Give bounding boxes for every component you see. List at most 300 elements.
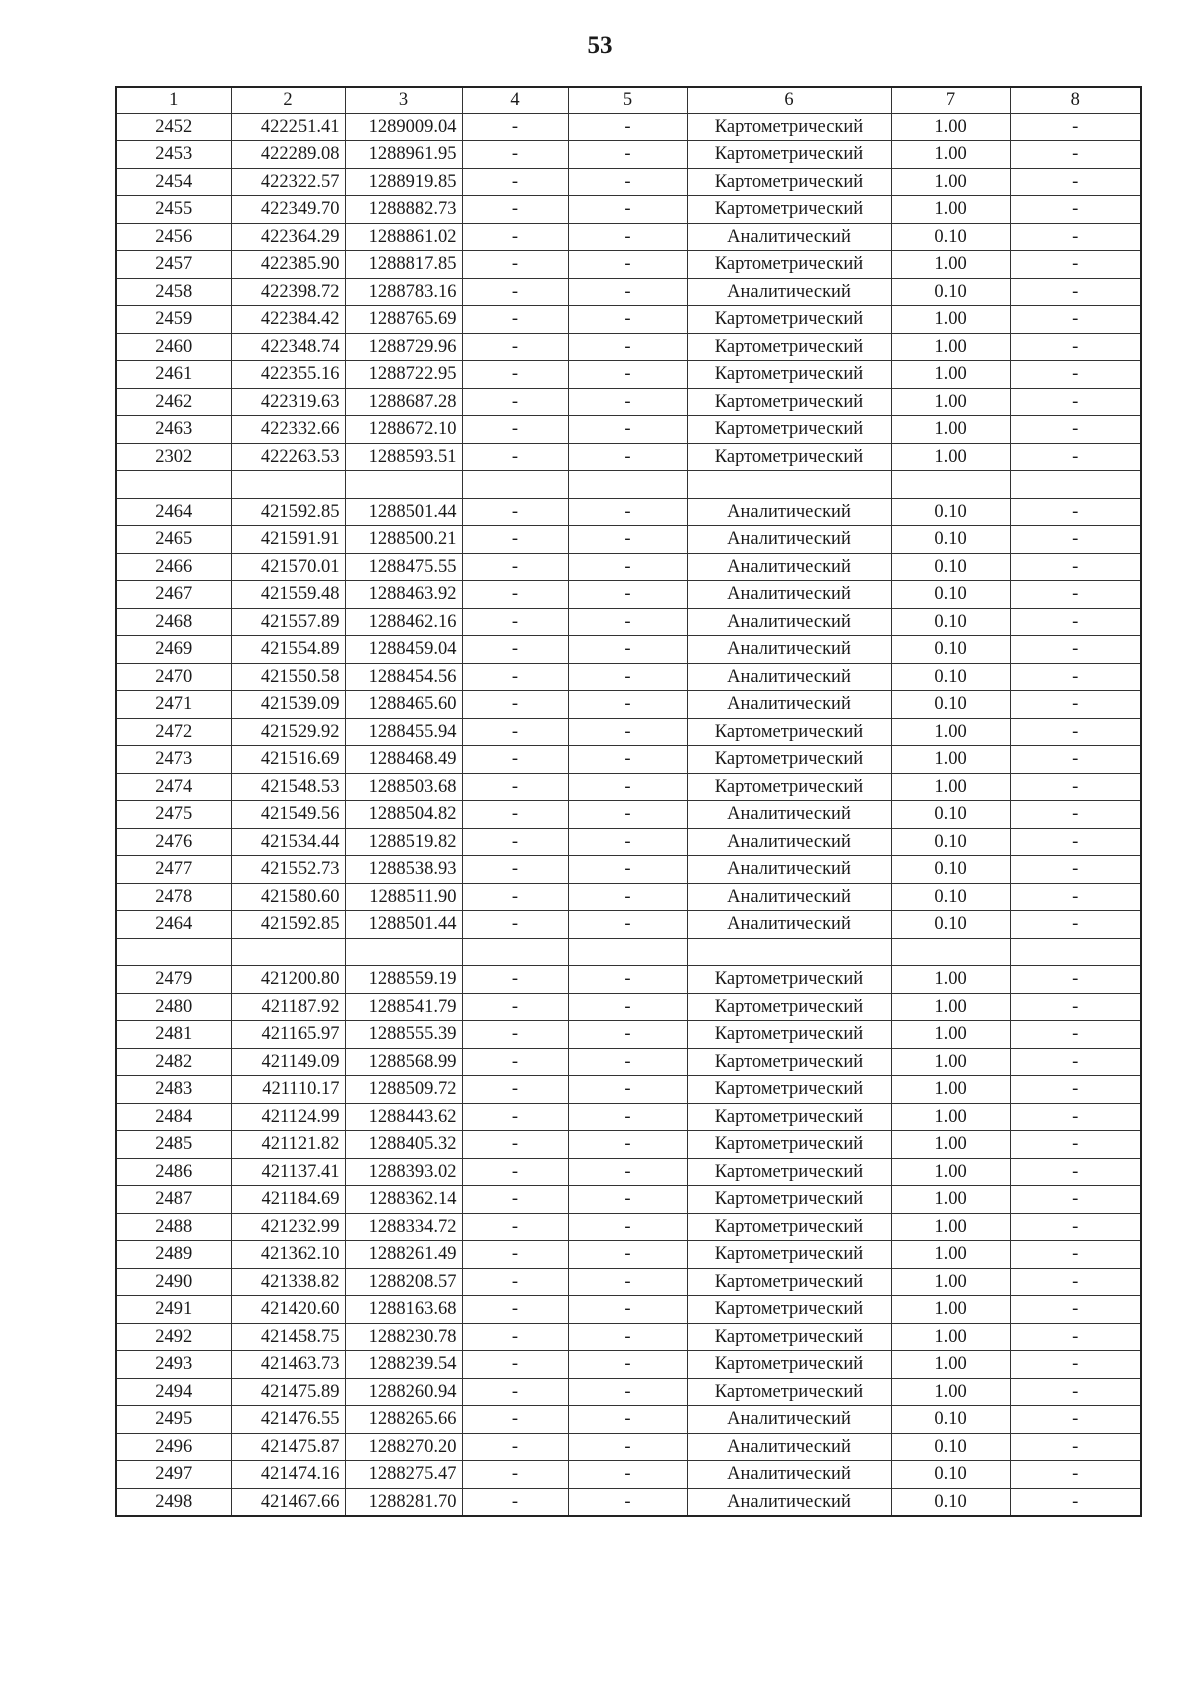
y-coordinate-cell: 1288503.68 <box>345 773 462 801</box>
col5-cell: - <box>568 1378 687 1406</box>
col4-cell: - <box>462 1323 568 1351</box>
method-cell: Картометрический <box>687 1351 891 1379</box>
table-row <box>116 883 1141 911</box>
accuracy-cell: 1.00 <box>891 1021 1010 1049</box>
col4-cell: - <box>462 113 568 141</box>
table-row <box>116 1323 1141 1351</box>
accuracy-cell: 0.10 <box>891 663 1010 691</box>
table-row <box>116 1488 1141 1516</box>
x-coordinate-cell: 421121.82 <box>231 1131 345 1159</box>
method-cell: Картометрический <box>687 1186 891 1214</box>
x-coordinate-cell: 421232.99 <box>231 1213 345 1241</box>
point-number-cell: 2496 <box>116 1433 231 1461</box>
y-coordinate-cell: 1288334.72 <box>345 1213 462 1241</box>
col5-cell: - <box>568 361 687 389</box>
y-coordinate-cell: 1288443.62 <box>345 1103 462 1131</box>
y-coordinate-cell: 1288593.51 <box>345 443 462 471</box>
table-row <box>116 526 1141 554</box>
method-cell: Картометрический <box>687 1268 891 1296</box>
header-cell: 3 <box>345 87 462 113</box>
point-number-cell: 2487 <box>116 1186 231 1214</box>
col4-cell: - <box>462 1406 568 1434</box>
method-cell: Аналитический <box>687 608 891 636</box>
col8-cell: - <box>1010 1461 1141 1489</box>
table-row <box>116 1268 1141 1296</box>
col4-cell <box>462 471 568 499</box>
col4-cell: - <box>462 608 568 636</box>
point-number-cell: 2490 <box>116 1268 231 1296</box>
col5-cell: - <box>568 306 687 334</box>
y-coordinate-cell: 1288555.39 <box>345 1021 462 1049</box>
method-cell: Картометрический <box>687 746 891 774</box>
x-coordinate-cell: 421549.56 <box>231 801 345 829</box>
method-cell: Аналитический <box>687 1461 891 1489</box>
col4-cell: - <box>462 746 568 774</box>
x-coordinate-cell: 421467.66 <box>231 1488 345 1516</box>
table-row <box>116 856 1141 884</box>
col4-cell: - <box>462 773 568 801</box>
header-cell: 6 <box>687 87 891 113</box>
accuracy-cell: 1.00 <box>891 746 1010 774</box>
col5-cell: - <box>568 966 687 994</box>
point-number-cell: 2494 <box>116 1378 231 1406</box>
header-cell: 8 <box>1010 87 1141 113</box>
col8-cell: - <box>1010 801 1141 829</box>
col8-cell: - <box>1010 663 1141 691</box>
method-cell: Картометрический <box>687 443 891 471</box>
col4-cell: - <box>462 553 568 581</box>
col8-cell: - <box>1010 993 1141 1021</box>
table-row <box>116 801 1141 829</box>
point-number-cell: 2478 <box>116 883 231 911</box>
accuracy-cell: 0.10 <box>891 553 1010 581</box>
point-number-cell: 2485 <box>116 1131 231 1159</box>
method-cell: Картометрический <box>687 1296 891 1324</box>
col4-cell: - <box>462 691 568 719</box>
accuracy-cell: 1.00 <box>891 1103 1010 1131</box>
y-coordinate-cell: 1288163.68 <box>345 1296 462 1324</box>
point-number-cell: 2489 <box>116 1241 231 1269</box>
table-row <box>116 1021 1141 1049</box>
accuracy-cell: 1.00 <box>891 1323 1010 1351</box>
table-row <box>116 1131 1141 1159</box>
col5-cell: - <box>568 608 687 636</box>
col4-cell: - <box>462 1433 568 1461</box>
col8-cell: - <box>1010 526 1141 554</box>
col4-cell: - <box>462 636 568 664</box>
y-coordinate-cell: 1288261.49 <box>345 1241 462 1269</box>
y-coordinate-cell: 1288504.82 <box>345 801 462 829</box>
accuracy-cell: 0.10 <box>891 1406 1010 1434</box>
point-number-cell: 2498 <box>116 1488 231 1516</box>
accuracy-cell: 0.10 <box>891 1461 1010 1489</box>
col4-cell: - <box>462 1488 568 1516</box>
col5-cell: - <box>568 553 687 581</box>
point-number-cell <box>116 471 231 499</box>
col8-cell: - <box>1010 1323 1141 1351</box>
accuracy-cell: 1.00 <box>891 168 1010 196</box>
x-coordinate-cell: 421591.91 <box>231 526 345 554</box>
table-row <box>116 443 1141 471</box>
col5-cell: - <box>568 113 687 141</box>
col5-cell: - <box>568 663 687 691</box>
col8-cell: - <box>1010 1213 1141 1241</box>
accuracy-cell: 1.00 <box>891 966 1010 994</box>
col5-cell: - <box>568 1433 687 1461</box>
method-cell: Картометрический <box>687 1158 891 1186</box>
col5-cell: - <box>568 1186 687 1214</box>
point-number-cell: 2475 <box>116 801 231 829</box>
y-coordinate-cell: 1288275.47 <box>345 1461 462 1489</box>
x-coordinate-cell: 421137.41 <box>231 1158 345 1186</box>
col8-cell: - <box>1010 1048 1141 1076</box>
accuracy-cell: 1.00 <box>891 1076 1010 1104</box>
point-number-cell: 2469 <box>116 636 231 664</box>
table-row <box>116 168 1141 196</box>
col8-cell: - <box>1010 746 1141 774</box>
col4-cell: - <box>462 828 568 856</box>
accuracy-cell: 0.10 <box>891 526 1010 554</box>
col4-cell: - <box>462 1131 568 1159</box>
table-row <box>116 581 1141 609</box>
accuracy-cell: 0.10 <box>891 636 1010 664</box>
method-cell: Картометрический <box>687 993 891 1021</box>
col8-cell: - <box>1010 883 1141 911</box>
x-coordinate-cell: 421458.75 <box>231 1323 345 1351</box>
point-number-cell: 2453 <box>116 141 231 169</box>
accuracy-cell: 1.00 <box>891 773 1010 801</box>
y-coordinate-cell: 1288393.02 <box>345 1158 462 1186</box>
method-cell: Аналитический <box>687 498 891 526</box>
col4-cell: - <box>462 278 568 306</box>
y-coordinate-cell: 1288462.16 <box>345 608 462 636</box>
y-coordinate-cell: 1288672.10 <box>345 416 462 444</box>
col8-cell: - <box>1010 1351 1141 1379</box>
y-coordinate-cell <box>345 938 462 966</box>
y-coordinate-cell: 1288568.99 <box>345 1048 462 1076</box>
x-coordinate-cell: 422348.74 <box>231 333 345 361</box>
y-coordinate-cell: 1288455.94 <box>345 718 462 746</box>
accuracy-cell: 1.00 <box>891 1296 1010 1324</box>
col8-cell: - <box>1010 691 1141 719</box>
col8-cell <box>1010 471 1141 499</box>
col5-cell: - <box>568 141 687 169</box>
col8-cell: - <box>1010 1186 1141 1214</box>
x-coordinate-cell: 421149.09 <box>231 1048 345 1076</box>
col8-cell: - <box>1010 608 1141 636</box>
x-coordinate-cell: 421557.89 <box>231 608 345 636</box>
col8-cell: - <box>1010 718 1141 746</box>
col8-cell: - <box>1010 1131 1141 1159</box>
table-row <box>116 251 1141 279</box>
x-coordinate-cell: 421124.99 <box>231 1103 345 1131</box>
table-row <box>116 608 1141 636</box>
method-cell: Картометрический <box>687 1076 891 1104</box>
col5-cell: - <box>568 196 687 224</box>
col5-cell: - <box>568 223 687 251</box>
col5-cell: - <box>568 993 687 1021</box>
method-cell: Картометрический <box>687 1213 891 1241</box>
x-coordinate-cell: 421570.01 <box>231 553 345 581</box>
y-coordinate-cell: 1288468.49 <box>345 746 462 774</box>
accuracy-cell: 1.00 <box>891 1186 1010 1214</box>
x-coordinate-cell: 421580.60 <box>231 883 345 911</box>
col8-cell: - <box>1010 1103 1141 1131</box>
x-coordinate-cell: 422289.08 <box>231 141 345 169</box>
y-coordinate-cell: 1288817.85 <box>345 251 462 279</box>
y-coordinate-cell: 1288882.73 <box>345 196 462 224</box>
method-cell: Аналитический <box>687 911 891 939</box>
point-number-cell: 2463 <box>116 416 231 444</box>
table-row <box>116 746 1141 774</box>
y-coordinate-cell: 1288722.95 <box>345 361 462 389</box>
table-row <box>116 113 1141 141</box>
y-coordinate-cell: 1288405.32 <box>345 1131 462 1159</box>
col4-cell: - <box>462 223 568 251</box>
col5-cell: - <box>568 856 687 884</box>
method-cell: Картометрический <box>687 196 891 224</box>
accuracy-cell: 0.10 <box>891 1488 1010 1516</box>
table-row <box>116 1213 1141 1241</box>
x-coordinate-cell: 421184.69 <box>231 1186 345 1214</box>
table-row <box>116 1351 1141 1379</box>
table-row <box>116 773 1141 801</box>
x-coordinate-cell: 421420.60 <box>231 1296 345 1324</box>
accuracy-cell: 0.10 <box>891 828 1010 856</box>
point-number-cell: 2454 <box>116 168 231 196</box>
method-cell: Аналитический <box>687 636 891 664</box>
col5-cell: - <box>568 443 687 471</box>
col5-cell: - <box>568 1213 687 1241</box>
x-coordinate-cell: 422384.42 <box>231 306 345 334</box>
accuracy-cell: 1.00 <box>891 1351 1010 1379</box>
accuracy-cell: 1.00 <box>891 1158 1010 1186</box>
col5-cell: - <box>568 1076 687 1104</box>
col4-cell: - <box>462 416 568 444</box>
method-cell: Картометрический <box>687 1048 891 1076</box>
accuracy-cell: 1.00 <box>891 141 1010 169</box>
col4-cell: - <box>462 333 568 361</box>
x-coordinate-cell: 421474.16 <box>231 1461 345 1489</box>
table-row <box>116 636 1141 664</box>
col5-cell: - <box>568 691 687 719</box>
col4-cell: - <box>462 1461 568 1489</box>
x-coordinate-cell: 421552.73 <box>231 856 345 884</box>
col8-cell: - <box>1010 278 1141 306</box>
point-number-cell: 2495 <box>116 1406 231 1434</box>
col4-cell: - <box>462 911 568 939</box>
y-coordinate-cell: 1288208.57 <box>345 1268 462 1296</box>
col5-cell: - <box>568 168 687 196</box>
y-coordinate-cell: 1288260.94 <box>345 1378 462 1406</box>
method-cell: Картометрический <box>687 113 891 141</box>
col8-cell: - <box>1010 773 1141 801</box>
accuracy-cell <box>891 471 1010 499</box>
point-number-cell: 2462 <box>116 388 231 416</box>
table-row <box>116 223 1141 251</box>
col8-cell: - <box>1010 581 1141 609</box>
y-coordinate-cell: 1288861.02 <box>345 223 462 251</box>
y-coordinate-cell: 1288729.96 <box>345 333 462 361</box>
x-coordinate-cell: 421200.80 <box>231 966 345 994</box>
point-number-cell: 2464 <box>116 911 231 939</box>
method-cell: Картометрический <box>687 1131 891 1159</box>
x-coordinate-cell <box>231 471 345 499</box>
accuracy-cell: 1.00 <box>891 306 1010 334</box>
col8-cell: - <box>1010 1296 1141 1324</box>
col5-cell: - <box>568 251 687 279</box>
col5-cell: - <box>568 526 687 554</box>
col4-cell: - <box>462 1158 568 1186</box>
y-coordinate-cell: 1288230.78 <box>345 1323 462 1351</box>
method-cell: Картометрический <box>687 361 891 389</box>
table-row <box>116 498 1141 526</box>
y-coordinate-cell: 1288511.90 <box>345 883 462 911</box>
point-number-cell: 2452 <box>116 113 231 141</box>
x-coordinate-cell: 422322.57 <box>231 168 345 196</box>
y-coordinate-cell: 1288919.85 <box>345 168 462 196</box>
point-number-cell: 2488 <box>116 1213 231 1241</box>
col5-cell: - <box>568 278 687 306</box>
x-coordinate-cell: 421592.85 <box>231 911 345 939</box>
accuracy-cell: 1.00 <box>891 1378 1010 1406</box>
y-coordinate-cell: 1288281.70 <box>345 1488 462 1516</box>
point-number-cell: 2455 <box>116 196 231 224</box>
point-number-cell: 2476 <box>116 828 231 856</box>
table-row <box>116 1461 1141 1489</box>
col4-cell: - <box>462 966 568 994</box>
header-cell: 5 <box>568 87 687 113</box>
method-cell: Картометрический <box>687 1103 891 1131</box>
col8-cell: - <box>1010 388 1141 416</box>
col4-cell: - <box>462 1378 568 1406</box>
col4-cell: - <box>462 196 568 224</box>
point-number-cell: 2464 <box>116 498 231 526</box>
x-coordinate-cell: 421476.55 <box>231 1406 345 1434</box>
point-number-cell: 2459 <box>116 306 231 334</box>
x-coordinate-cell: 421463.73 <box>231 1351 345 1379</box>
y-coordinate-cell: 1288501.44 <box>345 498 462 526</box>
col8-cell: - <box>1010 113 1141 141</box>
method-cell: Аналитический <box>687 663 891 691</box>
col8-cell: - <box>1010 553 1141 581</box>
x-coordinate-cell: 422332.66 <box>231 416 345 444</box>
point-number-cell: 2479 <box>116 966 231 994</box>
x-coordinate-cell: 421554.89 <box>231 636 345 664</box>
point-number-cell: 2473 <box>116 746 231 774</box>
col8-cell: - <box>1010 1158 1141 1186</box>
col4-cell: - <box>462 1021 568 1049</box>
y-coordinate-cell: 1288454.56 <box>345 663 462 691</box>
y-coordinate-cell: 1288783.16 <box>345 278 462 306</box>
table-header-row <box>116 87 1141 113</box>
method-cell: Картометрический <box>687 416 891 444</box>
x-coordinate-cell: 422349.70 <box>231 196 345 224</box>
x-coordinate-cell: 422355.16 <box>231 361 345 389</box>
col8-cell: - <box>1010 1076 1141 1104</box>
col4-cell: - <box>462 141 568 169</box>
y-coordinate-cell: 1288362.14 <box>345 1186 462 1214</box>
method-cell: Картометрический <box>687 306 891 334</box>
accuracy-cell: 1.00 <box>891 416 1010 444</box>
col8-cell: - <box>1010 966 1141 994</box>
col8-cell: - <box>1010 443 1141 471</box>
col4-cell: - <box>462 526 568 554</box>
col5-cell: - <box>568 1241 687 1269</box>
accuracy-cell: 1.00 <box>891 1048 1010 1076</box>
x-coordinate-cell: 421475.89 <box>231 1378 345 1406</box>
method-cell: Картометрический <box>687 1378 891 1406</box>
y-coordinate-cell: 1288687.28 <box>345 388 462 416</box>
y-coordinate-cell: 1288500.21 <box>345 526 462 554</box>
table-row <box>116 1186 1141 1214</box>
table-row <box>116 663 1141 691</box>
point-number-cell: 2468 <box>116 608 231 636</box>
col8-cell: - <box>1010 636 1141 664</box>
col5-cell: - <box>568 773 687 801</box>
col5-cell: - <box>568 1323 687 1351</box>
col5-cell: - <box>568 911 687 939</box>
x-coordinate-cell: 421534.44 <box>231 828 345 856</box>
point-number-cell: 2458 <box>116 278 231 306</box>
header-cell: 7 <box>891 87 1010 113</box>
col4-cell: - <box>462 361 568 389</box>
table-row <box>116 388 1141 416</box>
col8-cell: - <box>1010 306 1141 334</box>
x-coordinate-cell: 421559.48 <box>231 581 345 609</box>
col4-cell: - <box>462 251 568 279</box>
y-coordinate-cell: 1288270.20 <box>345 1433 462 1461</box>
col5-cell <box>568 938 687 966</box>
col4-cell: - <box>462 993 568 1021</box>
accuracy-cell: 0.10 <box>891 278 1010 306</box>
col4-cell: - <box>462 1213 568 1241</box>
col5-cell: - <box>568 333 687 361</box>
method-cell: Аналитический <box>687 553 891 581</box>
x-coordinate-cell: 421592.85 <box>231 498 345 526</box>
table-row <box>116 1241 1141 1269</box>
col5-cell: - <box>568 1103 687 1131</box>
method-cell: Аналитический <box>687 1488 891 1516</box>
col4-cell: - <box>462 1241 568 1269</box>
col8-cell: - <box>1010 333 1141 361</box>
point-number-cell: 2466 <box>116 553 231 581</box>
col8-cell: - <box>1010 223 1141 251</box>
col4-cell: - <box>462 1048 568 1076</box>
method-cell: Картометрический <box>687 718 891 746</box>
col5-cell: - <box>568 416 687 444</box>
col8-cell: - <box>1010 498 1141 526</box>
point-number-cell: 2460 <box>116 333 231 361</box>
col5-cell: - <box>568 828 687 856</box>
table-row <box>116 993 1141 1021</box>
point-number-cell: 2483 <box>116 1076 231 1104</box>
accuracy-cell: 1.00 <box>891 1131 1010 1159</box>
point-number-cell: 2456 <box>116 223 231 251</box>
col4-cell: - <box>462 306 568 334</box>
table-row <box>116 1076 1141 1104</box>
y-coordinate-cell: 1288501.44 <box>345 911 462 939</box>
table-row <box>116 1296 1141 1324</box>
accuracy-cell: 0.10 <box>891 856 1010 884</box>
x-coordinate-cell: 421516.69 <box>231 746 345 774</box>
accuracy-cell: 1.00 <box>891 443 1010 471</box>
x-coordinate-cell: 422251.41 <box>231 113 345 141</box>
point-number-cell: 2491 <box>116 1296 231 1324</box>
col4-cell: - <box>462 1268 568 1296</box>
x-coordinate-cell: 421165.97 <box>231 1021 345 1049</box>
y-coordinate-cell: 1288559.19 <box>345 966 462 994</box>
